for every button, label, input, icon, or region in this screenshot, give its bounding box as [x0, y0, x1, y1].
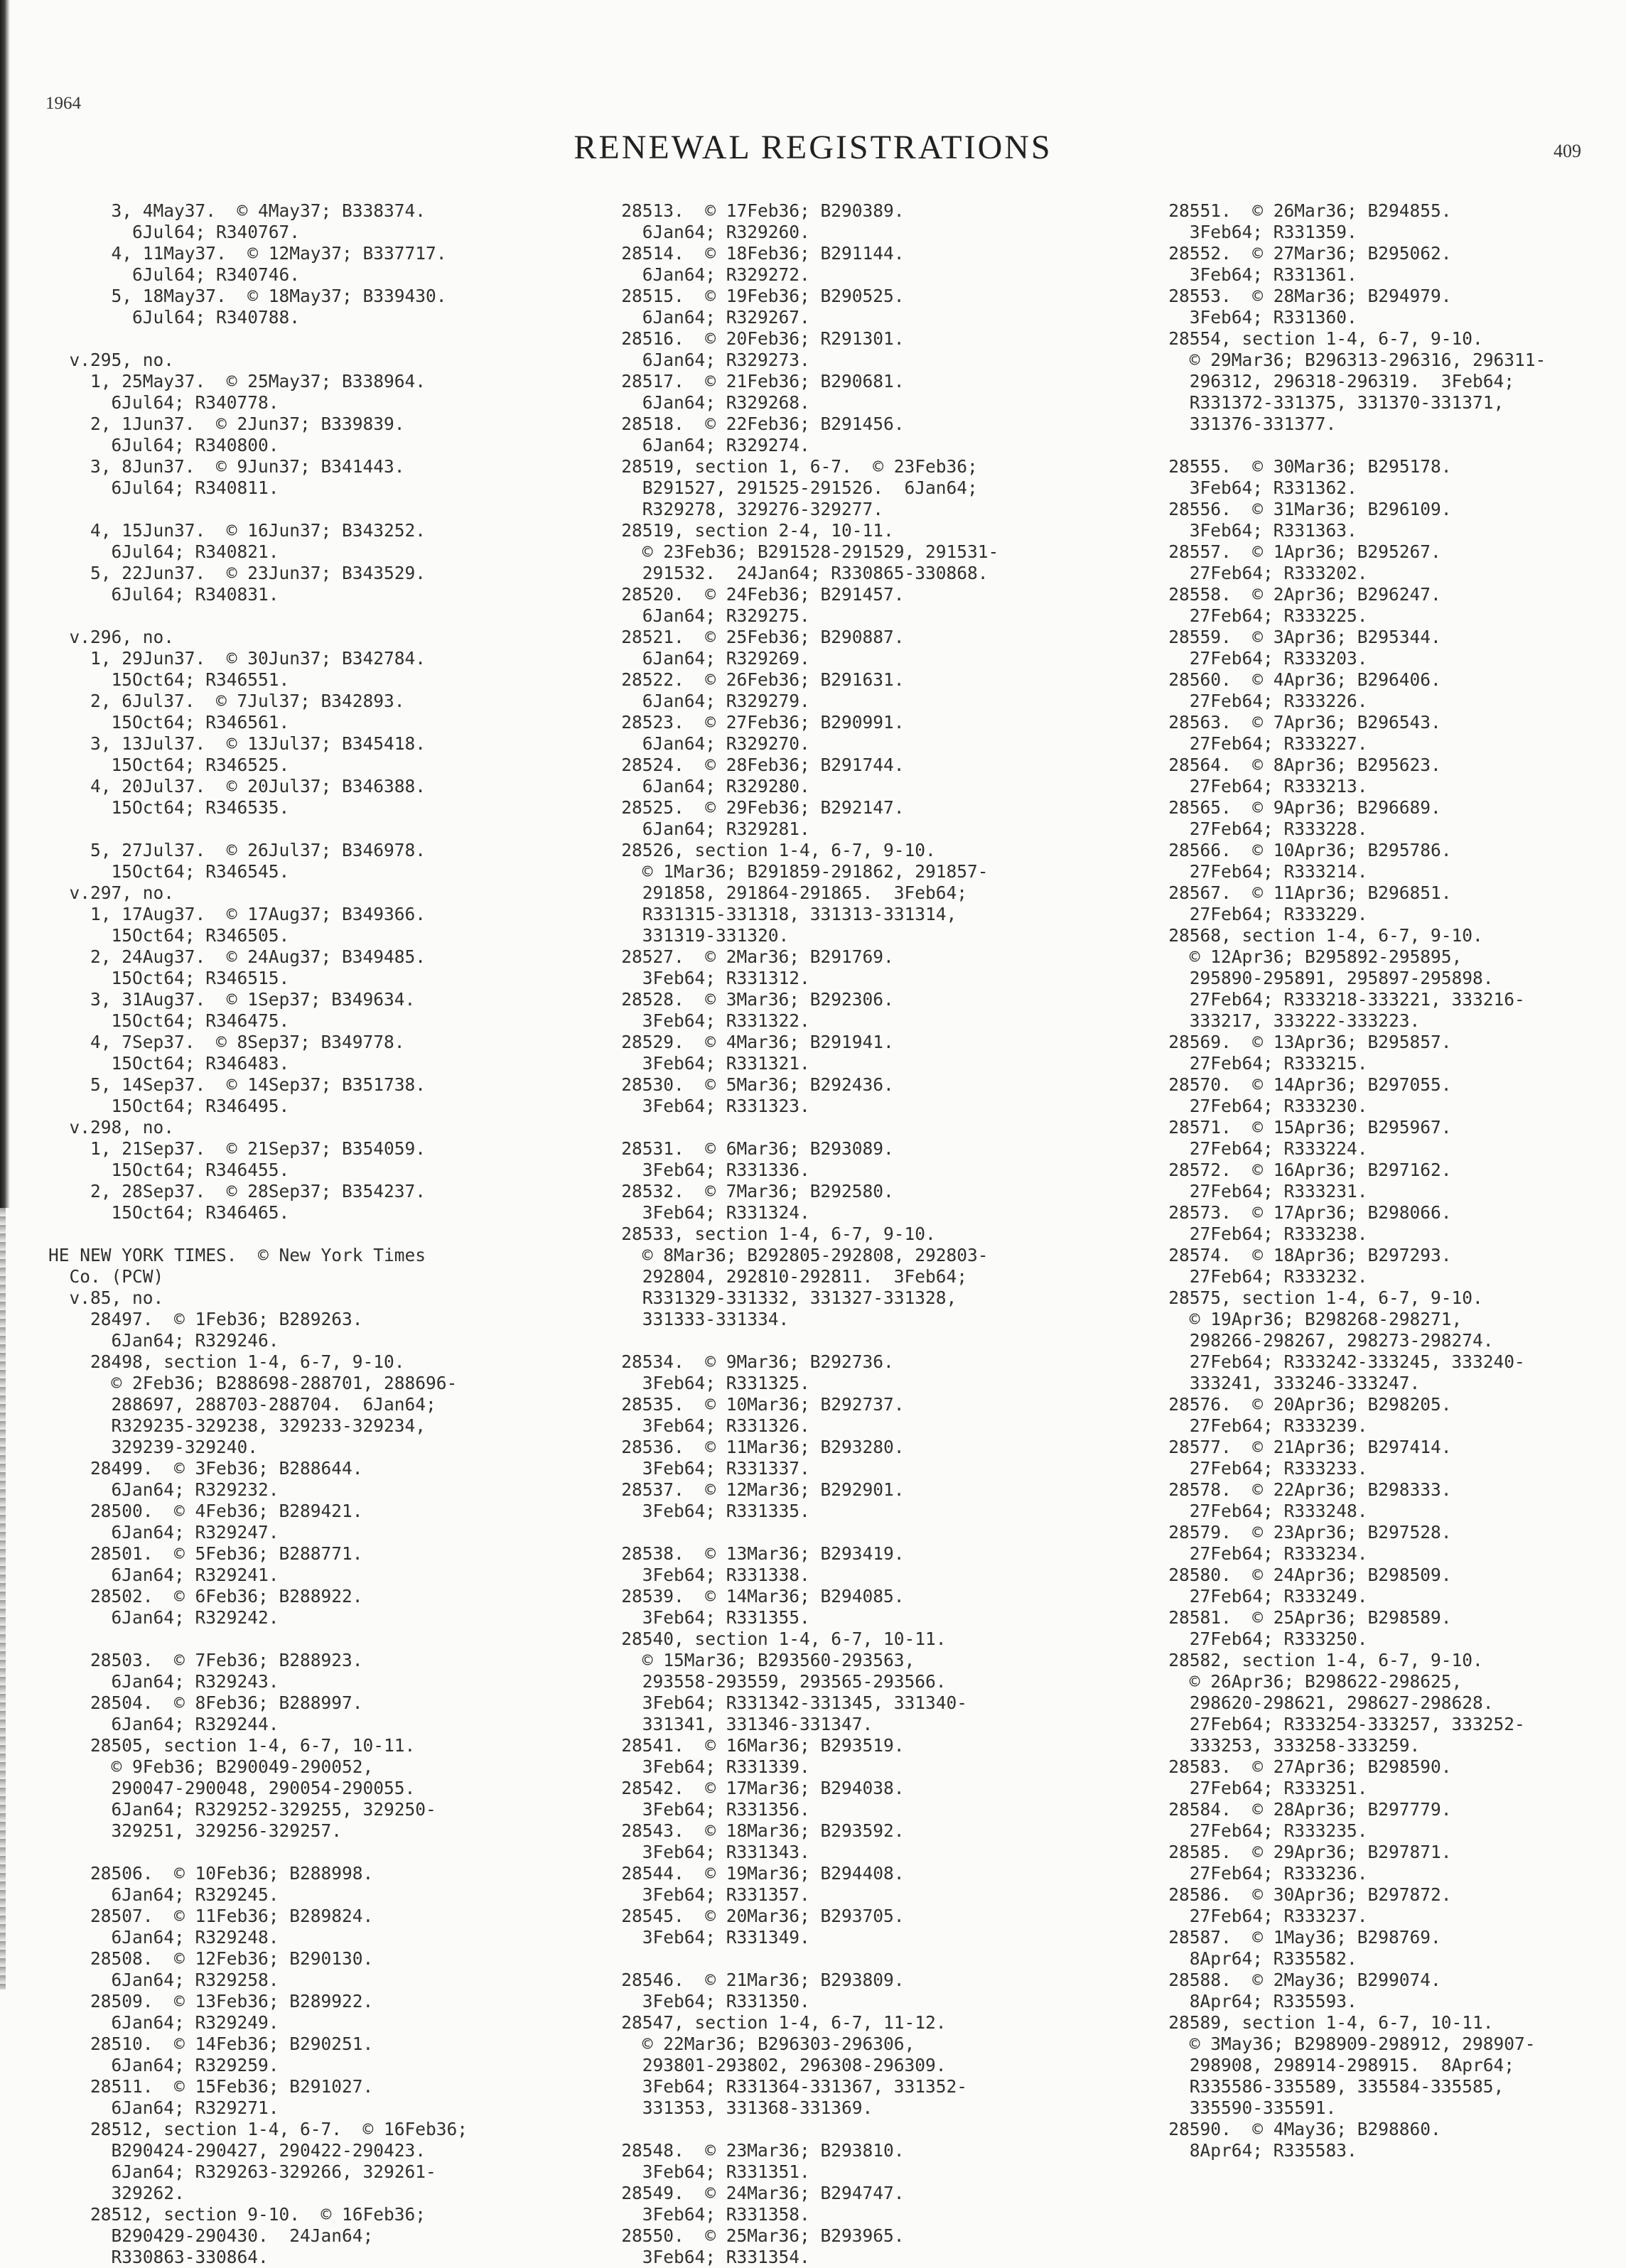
- entry-line: 331333-331334.: [590, 1309, 790, 1329]
- entry-line: 8Apr64; R335583.: [1137, 2140, 1357, 2161]
- entry-line: 28590. © 4May36; B298860.: [1137, 2119, 1441, 2139]
- entry-line: 293801-293802, 296308-296309.: [590, 2055, 947, 2075]
- entry-line: 3Feb64; R331358.: [590, 2204, 810, 2225]
- entry-line: 27Feb64; R333203.: [1137, 648, 1368, 669]
- entry-line: 28574. © 18Apr36; B297293.: [1137, 1245, 1452, 1265]
- entry-line: 28579. © 23Apr36; B297528.: [1137, 1522, 1452, 1543]
- entry-line: 28575, section 1-4, 6-7, 9-10.: [1137, 1287, 1483, 1308]
- entry-line: 28499. © 3Feb36; B288644.: [48, 1458, 363, 1479]
- entry-line: 28504. © 8Feb36; B288997.: [48, 1692, 363, 1713]
- entry-line: v.297, no.: [48, 882, 175, 903]
- entry-line: © 15Mar36; B293560-293563,: [590, 1650, 915, 1670]
- entry-line: 28581. © 25Apr36; B298589.: [1137, 1607, 1452, 1628]
- entry-line: v.296, no.: [48, 627, 175, 647]
- entry-line: 28542. © 17Mar36; B294038.: [590, 1778, 905, 1798]
- entry-line: 27Feb64; R333234.: [1137, 1543, 1368, 1564]
- entry-line: 28578. © 22Apr36; B298333.: [1137, 1479, 1452, 1500]
- entry-line: 3Feb64; R331355.: [590, 1607, 810, 1628]
- entry-line: 28516. © 20Feb36; R291301.: [590, 328, 905, 349]
- entry-line: © 3May36; B298909-298912, 298907-: [1137, 2034, 1536, 2054]
- entry-line: 3Feb64; R331364-331367, 331352-: [590, 2076, 968, 2097]
- entry-line: 335590-335591.: [1137, 2097, 1337, 2118]
- entry-line: 293558-293559, 293565-293566.: [590, 1671, 947, 1692]
- entry-line: 4, 20Jul37. © 20Jul37; B346388.: [48, 776, 426, 796]
- entry-line: 27Feb64; R333227.: [1137, 733, 1368, 754]
- entry-line: 333253, 333258-333259.: [1137, 1735, 1421, 1756]
- entry-line: 28537. © 12Mar36; B292901.: [590, 1479, 905, 1500]
- entry-line: 28503. © 7Feb36; B288923.: [48, 1650, 363, 1670]
- entry-line: 15Oct64; R346551.: [48, 669, 290, 690]
- entry-line: 27Feb64; R333242-333245, 333240-: [1137, 1351, 1525, 1372]
- entry-line: 28508. © 12Feb36; B290130.: [48, 1948, 374, 1969]
- entry-line: 28564. © 8Apr36; B295623.: [1137, 755, 1441, 775]
- entry-line: © 26Apr36; B298622-298625,: [1137, 1671, 1463, 1692]
- entry-line: [48, 819, 468, 840]
- entry-line: 15Oct64; R346465.: [48, 1202, 290, 1223]
- entry-line: 2, 24Aug37. © 24Aug37; B349485.: [48, 946, 426, 967]
- entry-line: © 2Feb36; B288698-288701, 288696-: [48, 1373, 458, 1393]
- entry-line: 28567. © 11Apr36; B296851.: [1137, 882, 1452, 903]
- entry-line: B290429-290430. 24Jan64;: [48, 2225, 374, 2246]
- entry-line: 3Feb64; R331335.: [590, 1501, 810, 1521]
- entry-line: 27Feb64; R333232.: [1137, 1266, 1368, 1287]
- entry-line: 3Feb64; R331363.: [1137, 520, 1357, 541]
- entry-line: [48, 328, 468, 350]
- entry-line: 3, 13Jul37. © 13Jul37; B345418.: [48, 733, 426, 754]
- entry-line: 6Jan64; R329247.: [48, 1522, 279, 1543]
- entry-line: 27Feb64; R333239.: [1137, 1415, 1368, 1436]
- entry-line: 288697, 288703-288704. 6Jan64;: [48, 1394, 436, 1415]
- entry-line: 3, 8Jun37. © 9Jun37; B341443.: [48, 456, 405, 477]
- entry-line: 6Jul64; R340831.: [48, 584, 279, 605]
- entry-line: 28541. © 16Mar36; B293519.: [590, 1735, 905, 1756]
- entry-line: 28500. © 4Feb36; B289421.: [48, 1501, 363, 1521]
- entry-line: 27Feb64; R333230.: [1137, 1096, 1368, 1116]
- entry-line: [48, 1629, 468, 1650]
- entry-line: 27Feb64; R333225.: [1137, 605, 1368, 626]
- entry-line: 3Feb64; R331326.: [590, 1415, 810, 1436]
- entry-line: 27Feb64; R333228.: [1137, 819, 1368, 839]
- header-year: 1964: [45, 94, 81, 113]
- text-column-3: [1137, 200, 1546, 2161]
- entry-line: [1137, 435, 1546, 456]
- entry-line: 28512, section 9-10. © 16Feb36;: [48, 2204, 426, 2225]
- entry-line: 1, 25May37. © 25May37; B338964.: [48, 371, 426, 392]
- entry-line: R331329-331332, 331327-331328,: [590, 1287, 957, 1308]
- entry-line: [590, 1948, 998, 1970]
- entry-line: 6Jan64; R329267.: [590, 307, 810, 328]
- entry-line: 27Feb64; R333233.: [1137, 1458, 1368, 1479]
- entry-line: 298908, 298914-298915. 8Apr64;: [1137, 2055, 1515, 2075]
- entry-line: 28505, section 1-4, 6-7, 10-11.: [48, 1735, 416, 1756]
- entry-line: 28514. © 18Feb36; B291144.: [590, 243, 905, 264]
- entry-line: 28586. © 30Apr36; B297872.: [1137, 1884, 1452, 1905]
- entry-line: 6Jan64; R329258.: [48, 1970, 279, 1990]
- entry-line: R330863-330864.: [48, 2247, 269, 2267]
- entry-line: 3Feb64; R331350.: [590, 1991, 810, 2012]
- entry-line: 28520. © 24Feb36; B291457.: [590, 584, 905, 605]
- entry-line: 27Feb64; R333224.: [1137, 1138, 1368, 1159]
- entry-line: 28583. © 27Apr36; B298590.: [1137, 1756, 1452, 1777]
- entry-line: 27Feb64; R333214.: [1137, 861, 1368, 882]
- entry-line: 6Jan64; R329248.: [48, 1927, 279, 1948]
- entry-line: 28525. © 29Feb36; B292147.: [590, 797, 905, 818]
- entry-line: 8Apr64; R335593.: [1137, 1991, 1357, 2012]
- entry-line: 28530. © 5Mar36; B292436.: [590, 1074, 894, 1095]
- entry-line: 329251, 329256-329257.: [48, 1820, 343, 1841]
- entry-line: 3Feb64; R331312.: [590, 968, 810, 988]
- entry-line: 15Oct64; R346475.: [48, 1010, 290, 1031]
- entry-line: 2, 1Jun37. © 2Jun37; B339839.: [48, 414, 405, 434]
- entry-line: 27Feb64; R333236.: [1137, 1863, 1368, 1884]
- entry-line: 28546. © 21Mar36; B293809.: [590, 1970, 905, 1990]
- entry-line: 8Apr64; R335582.: [1137, 1948, 1357, 1969]
- entry-line: 15Oct64; R346545.: [48, 861, 290, 882]
- entry-line: 27Feb64; R333238.: [1137, 1224, 1368, 1244]
- entry-line: v.298, no.: [48, 1117, 175, 1138]
- entry-line: [590, 1522, 998, 1543]
- entry-line: R335586-335589, 335584-335585,: [1137, 2076, 1504, 2097]
- entry-line: 27Feb64; R333237.: [1137, 1906, 1368, 1926]
- entry-line: 6Jul64; R340821.: [48, 541, 279, 562]
- entry-line: 28535. © 10Mar36; B292737.: [590, 1394, 905, 1415]
- entry-line: 27Feb64; R333248.: [1137, 1501, 1368, 1521]
- entry-line: 28554, section 1-4, 6-7, 9-10.: [1137, 328, 1483, 349]
- entry-line: 6Jan64; R329272.: [590, 264, 810, 285]
- entry-line: B290424-290427, 290422-290423.: [48, 2140, 426, 2161]
- entry-line: 15Oct64; R346515.: [48, 968, 290, 988]
- page-edge-shadow: [0, 1208, 6, 1989]
- entry-line: 3Feb64; R331357.: [590, 1884, 810, 1905]
- entry-line: 28550. © 25Mar36; B293965.: [590, 2225, 905, 2246]
- entry-line: 28589, section 1-4, 6-7, 10-11.: [1137, 2012, 1494, 2033]
- entry-line: 28531. © 6Mar36; B293089.: [590, 1138, 894, 1159]
- entry-line: 15Oct64; R346455.: [48, 1160, 290, 1180]
- entry-line: 6Jan64; R329268.: [590, 392, 810, 413]
- entry-line: [590, 2119, 998, 2140]
- entry-line: 331341, 331346-331347.: [590, 1714, 873, 1734]
- entry-line: 28510. © 14Feb36; B290251.: [48, 2034, 374, 2054]
- entry-line: 27Feb64; R333213.: [1137, 776, 1368, 796]
- entry-line: 6Jan64; R329260.: [590, 222, 810, 242]
- entry-line: 3Feb64; R331322.: [590, 1010, 810, 1031]
- entry-line: 5, 22Jun37. © 23Jun37; B343529.: [48, 563, 426, 583]
- entry-line: 28585. © 29Apr36; B297871.: [1137, 1842, 1452, 1862]
- entry-line: 28568, section 1-4, 6-7, 9-10.: [1137, 925, 1483, 946]
- entry-line: 298266-298267, 298273-298274.: [1137, 1330, 1494, 1351]
- entry-line: 28557. © 1Apr36; B295267.: [1137, 541, 1441, 562]
- entry-line: 27Feb64; R333251.: [1137, 1778, 1368, 1798]
- entry-line: [48, 499, 468, 520]
- entry-line: 329262.: [48, 2183, 185, 2203]
- entry-line: 6Jan64; R329269.: [590, 648, 810, 669]
- entry-line: 292804, 292810-292811. 3Feb64;: [590, 1266, 968, 1287]
- entry-line: 331376-331377.: [1137, 414, 1337, 434]
- entry-line: 6Jan64; R329281.: [590, 819, 810, 839]
- entry-line: v.85, no.: [48, 1287, 164, 1308]
- entry-line: 28526, section 1-4, 6-7, 9-10.: [590, 840, 936, 860]
- entry-line: 28565. © 9Apr36; B296689.: [1137, 797, 1441, 818]
- entry-line: 6Jan64; R329252-329255, 329250-: [48, 1799, 436, 1820]
- entry-line: 333217, 333222-333223.: [1137, 1010, 1421, 1031]
- entry-line: 3Feb64; R331356.: [590, 1799, 810, 1820]
- entry-line: 28587. © 1May36; B298769.: [1137, 1927, 1441, 1948]
- entry-line: 28539. © 14Mar36; B294085.: [590, 1586, 905, 1606]
- entry-line: 15Oct64; R346525.: [48, 755, 290, 775]
- entry-line: 2, 28Sep37. © 28Sep37; B354237.: [48, 1181, 426, 1202]
- entry-line: 6Jul64; R340811.: [48, 477, 279, 498]
- entry-line: 28506. © 10Feb36; B288998.: [48, 1863, 374, 1884]
- entry-line: 28533, section 1-4, 6-7, 9-10.: [590, 1224, 936, 1244]
- entry-line: © 23Feb36; B291528-291529, 291531-: [590, 541, 999, 562]
- entry-line: R331372-331375, 331370-331371,: [1137, 392, 1504, 413]
- entry-line: 5, 27Jul37. © 26Jul37; B346978.: [48, 840, 426, 860]
- entry-line: 28522. © 26Feb36; B291631.: [590, 669, 905, 690]
- entry-line: v.295, no.: [48, 350, 175, 370]
- entry-line: 28549. © 24Mar36; B294747.: [590, 2183, 905, 2203]
- entry-line: 28576. © 20Apr36; B298205.: [1137, 1394, 1452, 1415]
- entry-line: 27Feb64; R333218-333221, 333216-: [1137, 989, 1525, 1010]
- entry-line: 28580. © 24Apr36; B298509.: [1137, 1565, 1452, 1585]
- entry-line: 28572. © 16Apr36; B297162.: [1137, 1160, 1452, 1180]
- book-binding-edge: [0, 0, 10, 1208]
- entry-line: 28571. © 15Apr36; B295967.: [1137, 1117, 1452, 1138]
- entry-line: 28556. © 31Mar36; B296109.: [1137, 499, 1452, 519]
- entry-line: 6Jan64; R329232.: [48, 1479, 279, 1500]
- entry-line: 6Jan64; R329279.: [590, 691, 810, 711]
- entry-line: 6Jan64; R329246.: [48, 1330, 279, 1351]
- entry-line: 329239-329240.: [48, 1437, 259, 1457]
- entry-line: 290047-290048, 290054-290055.: [48, 1778, 416, 1798]
- entry-line: 1, 29Jun37. © 30Jun37; B342784.: [48, 648, 426, 669]
- entry-line: 28566. © 10Apr36; B295786.: [1137, 840, 1452, 860]
- entry-line: 15Oct64; R346561.: [48, 712, 290, 733]
- entry-line: 15Oct64; R346483.: [48, 1053, 290, 1074]
- entry-line: 27Feb64; R333231.: [1137, 1181, 1368, 1202]
- entry-line: 28528. © 3Mar36; B292306.: [590, 989, 894, 1010]
- text-column-2: [590, 200, 998, 2268]
- entry-line: 295890-295891, 295897-295898.: [1137, 968, 1494, 988]
- entry-line: 28544. © 19Mar36; B294408.: [590, 1863, 905, 1884]
- entry-line: 27Feb64; R333215.: [1137, 1053, 1368, 1074]
- entry-line: © 9Feb36; B290049-290052,: [48, 1756, 374, 1777]
- entry-line: 28532. © 7Mar36; B292580.: [590, 1181, 894, 1202]
- entry-line: 28570. © 14Apr36; B297055.: [1137, 1074, 1452, 1095]
- entry-line: 3Feb64; R331360.: [1137, 307, 1357, 328]
- entry-line: 3, 4May37. © 4May37; B338374.: [48, 200, 426, 221]
- entry-line: 28527. © 2Mar36; B291769.: [590, 946, 894, 967]
- entry-line: 28552. © 27Mar36; B295062.: [1137, 243, 1452, 264]
- entry-line: 4, 15Jun37. © 16Jun37; B343252.: [48, 520, 426, 541]
- entry-line: 5, 18May37. © 18May37; B339430.: [48, 286, 447, 306]
- entry-line: 6Jan64; R329271.: [48, 2097, 279, 2118]
- entry-line: 331319-331320.: [590, 925, 790, 946]
- entry-line: 28559. © 3Apr36; B295344.: [1137, 627, 1441, 647]
- entry-line: 28515. © 19Feb36; B290525.: [590, 286, 905, 306]
- entry-line: 1, 17Aug37. © 17Aug37; B349366.: [48, 904, 426, 924]
- entry-line: R329278, 329276-329277.: [590, 499, 884, 519]
- entry-line: 296312, 296318-296319. 3Feb64;: [1137, 371, 1515, 392]
- entry-line: 28517. © 21Feb36; B290681.: [590, 371, 905, 392]
- entry-line: 6Jan64; R329270.: [590, 733, 810, 754]
- entry-line: 6Jan64; R329263-329266, 329261-: [48, 2161, 436, 2182]
- entry-line: 27Feb64; R333249.: [1137, 1586, 1368, 1606]
- entry-line: 3Feb64; R331354.: [590, 2247, 810, 2267]
- entry-line: 28529. © 4Mar36; B291941.: [590, 1032, 894, 1052]
- entry-line: 28540, section 1-4, 6-7, 10-11.: [590, 1629, 947, 1649]
- entry-line: 28521. © 25Feb36; B290887.: [590, 627, 905, 647]
- entry-line: 28569. © 13Apr36; B295857.: [1137, 1032, 1452, 1052]
- entry-line: 28538. © 13Mar36; B293419.: [590, 1543, 905, 1564]
- entry-line: 28501. © 5Feb36; B288771.: [48, 1543, 363, 1564]
- text-column-1: [48, 200, 468, 2268]
- entry-line: 28563. © 7Apr36; B296543.: [1137, 712, 1441, 733]
- entry-line: 28523. © 27Feb36; B290991.: [590, 712, 905, 733]
- entry-line: R329235-329238, 329233-329234,: [48, 1415, 426, 1436]
- entry-line: 3Feb64; R331351.: [590, 2161, 810, 2182]
- entry-line: © 19Apr36; B298268-298271,: [1137, 1309, 1463, 1329]
- entry-line: © 8Mar36; B292805-292808, 292803-: [590, 1245, 989, 1265]
- entry-line: 6Jan64; R329249.: [48, 2012, 279, 2033]
- entry-line: 28582, section 1-4, 6-7, 9-10.: [1137, 1650, 1483, 1670]
- entry-line: 3Feb64; R331323.: [590, 1096, 810, 1116]
- entry-line: © 29Mar36; B296313-296316, 296311-: [1137, 350, 1546, 370]
- entry-line: 28498, section 1-4, 6-7, 9-10.: [48, 1351, 405, 1372]
- entry-line: 28518. © 22Feb36; B291456.: [590, 414, 905, 434]
- entry-line: 6Jan64; R329259.: [48, 2055, 279, 2075]
- page-number: 409: [1554, 141, 1581, 161]
- entry-line: 6Jan64; R329245.: [48, 1884, 279, 1905]
- entry-line: 2, 6Jul37. © 7Jul37; B342893.: [48, 691, 405, 711]
- entry-line: 28519, section 2-4, 10-11.: [590, 520, 894, 541]
- entry-line: 27Feb64; R333254-333257, 333252-: [1137, 1714, 1525, 1734]
- entry-line: 28519, section 1, 6-7. © 23Feb36;: [590, 456, 978, 477]
- entry-line: 6Jul64; R340778.: [48, 392, 279, 413]
- entry-line: 3Feb64; R331343.: [590, 1842, 810, 1862]
- entry-line: 6Jan64; R329275.: [590, 605, 810, 626]
- entry-line: [48, 1842, 468, 1863]
- entry-line: 28551. © 26Mar36; B294855.: [1137, 200, 1452, 221]
- entry-line: 27Feb64; R333235.: [1137, 1820, 1368, 1841]
- entry-line: 15Oct64; R346535.: [48, 797, 290, 818]
- entry-line: 6Jul64; R340800.: [48, 435, 279, 455]
- entry-line: 28553. © 28Mar36; B294979.: [1137, 286, 1452, 306]
- entry-line: 3, 31Aug37. © 1Sep37; B349634.: [48, 989, 416, 1010]
- entry-line: 28560. © 4Apr36; B296406.: [1137, 669, 1441, 690]
- entry-line: 28588. © 2May36; B299074.: [1137, 1970, 1441, 1990]
- entry-line: 28555. © 30Mar36; B295178.: [1137, 456, 1452, 477]
- entry-line: 28577. © 21Apr36; B297414.: [1137, 1437, 1452, 1457]
- entry-line: © 22Mar36; B296303-296306,: [590, 2034, 915, 2054]
- entry-line: 331353, 331368-331369.: [590, 2097, 873, 2118]
- entry-line: 6Jan64; R329274.: [590, 435, 810, 455]
- entry-line: [48, 1224, 468, 1245]
- entry-line: R331315-331318, 331313-331314,: [590, 904, 957, 924]
- entry-line: 3Feb64; R331349.: [590, 1927, 810, 1948]
- entry-line: 3Feb64; R331321.: [590, 1053, 810, 1074]
- entry-line: 298620-298621, 298627-298628.: [1137, 1692, 1494, 1713]
- entry-line: 6Jul64; R340767.: [48, 222, 301, 242]
- entry-line: HE NEW YORK TIMES. © New York Times: [48, 1245, 426, 1265]
- entry-line: 6Jan64; R329241.: [48, 1565, 279, 1585]
- entry-line: 28497. © 1Feb36; B289263.: [48, 1309, 363, 1329]
- entry-line: [590, 1330, 998, 1351]
- entry-line: 28547, section 1-4, 6-7, 11-12.: [590, 2012, 947, 2033]
- entry-line: 28502. © 6Feb36; B288922.: [48, 1586, 363, 1606]
- entry-line: © 12Apr36; B295892-295895,: [1137, 946, 1463, 967]
- page-title: RENEWAL REGISTRATIONS: [574, 129, 1052, 166]
- entry-line: 15Oct64; R346505.: [48, 925, 290, 946]
- entry-line: 3Feb64; R331361.: [1137, 264, 1357, 285]
- entry-line: 291532. 24Jan64; R330865-330868.: [590, 563, 989, 583]
- entry-line: 5, 14Sep37. © 14Sep37; B351738.: [48, 1074, 426, 1095]
- entry-line: 1, 21Sep37. © 21Sep37; B354059.: [48, 1138, 426, 1159]
- entry-line: 6Jan64; R329273.: [590, 350, 810, 370]
- entry-line: 27Feb64; R333202.: [1137, 563, 1368, 583]
- entry-line: 6Jan64; R329280.: [590, 776, 810, 796]
- entry-line: 3Feb64; R331324.: [590, 1202, 810, 1223]
- entry-line: 28543. © 18Mar36; B293592.: [590, 1820, 905, 1841]
- entry-line: 28524. © 28Feb36; B291744.: [590, 755, 905, 775]
- entry-line: Co. (PCW): [48, 1266, 164, 1287]
- entry-line: 291858, 291864-291865. 3Feb64;: [590, 882, 968, 903]
- entry-line: 3Feb64; R331337.: [590, 1458, 810, 1479]
- entry-line: 28509. © 13Feb36; B289922.: [48, 1991, 374, 2012]
- entry-line: 28573. © 17Apr36; B298066.: [1137, 1202, 1452, 1223]
- entry-line: 28558. © 2Apr36; B296247.: [1137, 584, 1441, 605]
- entry-line: 28534. © 9Mar36; B292736.: [590, 1351, 894, 1372]
- entry-line: 15Oct64; R346495.: [48, 1096, 290, 1116]
- entry-line: 28545. © 20Mar36; B293705.: [590, 1906, 905, 1926]
- entry-line: B291527, 291525-291526. 6Jan64;: [590, 477, 978, 498]
- entry-line: 3Feb64; R331338.: [590, 1565, 810, 1585]
- entry-line: [48, 605, 468, 627]
- entry-line: 28513. © 17Feb36; B290389.: [590, 200, 905, 221]
- entry-line: © 1Mar36; B291859-291862, 291857-: [590, 861, 989, 882]
- entry-line: 28548. © 23Mar36; B293810.: [590, 2140, 905, 2161]
- entry-line: 6Jul64; R340788.: [48, 307, 301, 328]
- entry-line: 28507. © 11Feb36; B289824.: [48, 1906, 374, 1926]
- entry-line: 28512, section 1-4, 6-7. © 16Feb36;: [48, 2119, 468, 2139]
- entry-line: 28536. © 11Mar36; B293280.: [590, 1437, 905, 1457]
- entry-line: 6Jan64; R329244.: [48, 1714, 279, 1734]
- entry-line: 3Feb64; R331362.: [1137, 477, 1357, 498]
- entry-line: 6Jan64; R329243.: [48, 1671, 279, 1692]
- entry-line: 3Feb64; R331339.: [590, 1756, 810, 1777]
- entry-line: 333241, 333246-333247.: [1137, 1373, 1421, 1393]
- entry-line: 6Jan64; R329242.: [48, 1607, 279, 1628]
- entry-line: 3Feb64; R331342-331345, 331340-: [590, 1692, 968, 1713]
- entry-line: 27Feb64; R333229.: [1137, 904, 1368, 924]
- entry-line: 3Feb64; R331336.: [590, 1160, 810, 1180]
- entry-line: 28584. © 28Apr36; B297779.: [1137, 1799, 1452, 1820]
- entry-line: 4, 11May37. © 12May37; B337717.: [48, 243, 447, 264]
- entry-line: 28511. © 15Feb36; B291027.: [48, 2076, 374, 2097]
- entry-line: 27Feb64; R333250.: [1137, 1629, 1368, 1649]
- entry-line: 27Feb64; R333226.: [1137, 691, 1368, 711]
- entry-line: [590, 1117, 998, 1138]
- entry-line: 3Feb64; R331325.: [590, 1373, 810, 1393]
- entry-line: 6Jul64; R340746.: [48, 264, 301, 285]
- entry-line: 4, 7Sep37. © 8Sep37; B349778.: [48, 1032, 405, 1052]
- entry-line: 3Feb64; R331359.: [1137, 222, 1357, 242]
